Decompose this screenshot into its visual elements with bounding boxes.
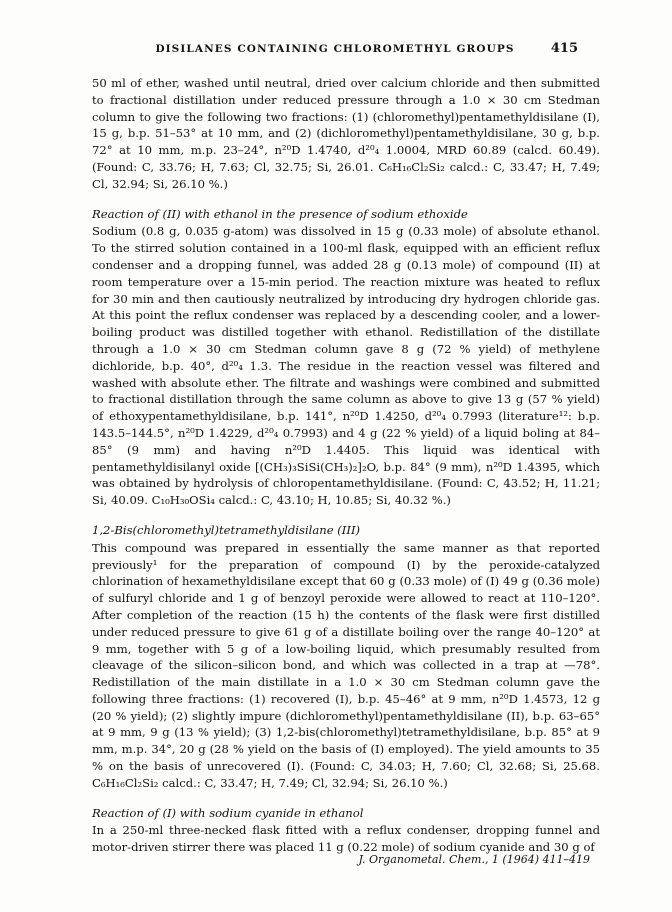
paragraph-bischloromethyl: This compound was prepared in essentially the same manner as that reported previously¹ for the preparation of compound (I) by the peroxide-catalyzed chlorination of hexamethyldisilane except that 60 g (0.33 mole) of (I) 49 g (0.36 mole) of sulfuryl chloride and 1 g of benzoyl peroxide were allowed to react at 110–120°. After completion of the reaction (15 h) the contents of the flask were first distilled under reduced pressure to give 61 g of a distillate boiling over the range 40–120° at 9 mm, together with 5 g of a low-boiling liquid, which presumably resulted from cleavage of the silicon–silicon bond, and which was collected in a trap at —78°. Redistillation of the main distillate in a 1.0 × 30 cm Stedman column gave the following three fractions: (1) recovered (I), b.p. 45–46° at 9 mm, n²⁰D 1.4573, 12 g (20 % yield); (2) slightly impure (dichloromethyl)pentamethyldisilane (II), b.p. 63–65° at 9 mm, 9 g (13 % yield); (3) 1,2-bis(chloromethyl)tetramethyldisilane, b.p. 85° at 9 mm, m.p. 34°, 20 g (28 % yield on the basis of (I) employed). The yield amounts to 35 % on the basis of unrecovered (I). (Found: C, 34.03; H, 7.60; Cl, 32.68; Si, 25.68. C₆H₁₆Cl₂Si₂ calcd.: C, 33.47; H, 7.49; Cl, 32.94; Si, 26.10 %.): [92, 540, 600, 790]
paragraph-distillation-fractions: 50 ml of ether, washed until neutral, dried over calcium chloride and then submitted to fractional distillation under reduced pressure through a 1.0 × 30 cm Stedman column to give the following two fractions: (1) (chloromethyl)pentamethyldisilane (I), 15 g, b.p. 51–53° at 10 mm, and (2) (dichloromethyl)pentamethyldisilane, 30 g, b.p. 72° at 10 mm, m.p. 23–24°, n²⁰D 1.4740, d²⁰₄ 1.0004, MRD 60.89 (calcd. 60.49). (Found: C, 33.76; H, 7.63; Cl, 32.75; Si, 26.01. C₆H₁₆Cl₂Si₂ calcd.: C, 33.47; H, 7.49; Cl, 32.94; Si, 26.10 %.): [92, 76, 600, 191]
running-head: [92, 41, 578, 59]
section-heading-sodium-cyanide: Reaction of (I) with sodium cyanide in ethanol: [92, 805, 364, 820]
paragraph-sodium-cyanide: In a 250-ml three-necked flask fitted with a reflux condenser, dropping funnel and motor-driven stirrer there was placed 11 g (0.22 mole) of sodium cyanide and 30 g of: [92, 823, 600, 855]
page-number: 415: [550, 41, 578, 56]
running-title: DISILANES CONTAINING CHLOROMETHYL GROUPS: [155, 43, 515, 55]
paragraph-ethanol-reaction: Sodium (0.8 g, 0.035 g-atom) was dissolved in 15 g (0.33 mole) of absolute ethanol. To the stirred solution contained in a 100-ml flask, equipped with an efficient reflux condenser and a dropping funnel, was added 28 g (0.13 mole) of compound (II) at room temperature over a 15-min period. The reaction mixture was heated to reflux for 30 min and then cautiously neutralized by introducing dry hydrogen chloride gas. At this point the reflux condenser was replaced by a descending cooler, and a lower-boiling product was distilled together with ethanol. Redistillation of the distillate through a 1.0 × 30 cm Stedman column gave 8 g (72 % yield) of methylene dichloride, b.p. 40°, d²⁰₄ 1.3. The residue in the reaction vessel was filtered and washed with absolute ether. The filtrate and washings were combined and submitted to fractional distillation through the same column as above to give 13 g (57 % yield) of ethoxypentamethyldisilane, b.p. 141°, n²⁰D 1.4250, d²⁰₄ 0.7993 (literature¹²: b.p. 143.5–144.5°, n²⁰D 1.4229, d²⁰₄ 0.7993) and 4 g (22 % yield) of a liquid boling at 84–85° (9 mm) and having n²⁰D 1.4405. This liquid was identical with pentamethyldisilanyl oxide [(CH₃)₃SiSi(CH₃)₂]₂O, b.p. 84° (9 mm), n²⁰D 1.4395, which was obtained by hydrolysis of chloropentamethyldisilane. (Found: C, 43.52; H, 11.21; Si, 40.09. C₁₀H₃₀OSi₄ calcd.: C, 43.10; H, 10.85; Si, 40.32 %.): [92, 224, 600, 508]
section-heading-bischloromethyl: 1,2-Bis(chloromethyl)tetramethyldisilane (III): [92, 522, 361, 537]
article-body: [92, 75, 600, 856]
journal-citation: J. Organometal. Chem., 1 (1964) 411–419: [358, 853, 590, 866]
section-heading-ethanol-reaction: Reaction of (II) with ethanol in the presence of sodium ethoxide: [92, 206, 468, 221]
